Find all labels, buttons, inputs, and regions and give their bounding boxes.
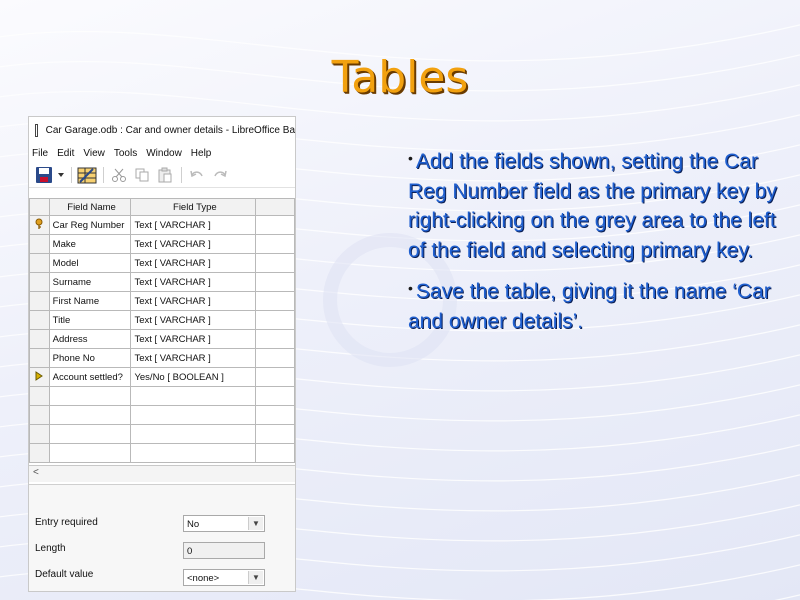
libreoffice-window [29, 117, 295, 591]
table-row[interactable] [30, 311, 295, 330]
row-selector[interactable] [30, 406, 50, 425]
horizontal-scrollbar[interactable] [29, 465, 295, 482]
menu-bar [29, 143, 295, 163]
field-name-cell[interactable] [49, 444, 131, 463]
row-selector[interactable] [30, 349, 50, 368]
field-type-cell[interactable] [131, 406, 256, 425]
table-design-icon [77, 166, 97, 184]
description-cell[interactable] [256, 425, 295, 444]
redo-button[interactable] [209, 165, 231, 185]
field-name-cell[interactable] [49, 406, 131, 425]
description-cell[interactable] [256, 292, 295, 311]
field-type-cell[interactable]: Text [ VARCHAR ] [131, 254, 256, 273]
field-type-cell[interactable]: Text [ VARCHAR ] [131, 330, 256, 349]
field-name-cell[interactable]: Car Reg Number [49, 216, 131, 235]
chevron-down-icon[interactable]: ▼ [248, 571, 263, 584]
document-icon [35, 124, 38, 137]
length-label: Length [35, 543, 66, 554]
row-selector[interactable] [30, 311, 50, 330]
row-header-corner [30, 199, 50, 216]
table-row[interactable] [30, 444, 295, 463]
field-name-cell[interactable]: Model [49, 254, 131, 273]
bullet-text: Save the table, giving it the name ‘Car and owner details’. [408, 280, 771, 333]
description-cell[interactable] [256, 235, 295, 254]
field-type-cell[interactable] [131, 444, 256, 463]
field-type-cell[interactable] [131, 425, 256, 444]
table-row[interactable] [30, 368, 295, 387]
description-cell[interactable] [256, 254, 295, 273]
primary-key-icon [34, 218, 44, 230]
bullet-item [408, 144, 778, 265]
field-type-cell[interactable]: Text [ VARCHAR ] [131, 292, 256, 311]
grid-body [30, 216, 295, 463]
description-cell[interactable] [256, 387, 295, 406]
copy-button[interactable] [131, 165, 153, 185]
default-value-value: <none> [187, 573, 220, 584]
row-selector[interactable] [30, 330, 50, 349]
bullet-list [408, 144, 778, 345]
row-selector[interactable] [30, 254, 50, 273]
redo-icon [212, 167, 228, 183]
default-value-select[interactable] [183, 569, 265, 586]
row-selector[interactable] [30, 444, 50, 463]
field-type-cell[interactable]: Yes/No [ BOOLEAN ] [131, 368, 256, 387]
paste-button[interactable] [154, 165, 176, 185]
field-name-cell[interactable]: Address [49, 330, 131, 349]
menu-window[interactable]: Window [146, 147, 182, 159]
table-row[interactable] [30, 425, 295, 444]
table-row[interactable] [30, 216, 295, 235]
window-titlebar[interactable] [29, 117, 295, 143]
row-selector[interactable] [30, 387, 50, 406]
length-value: 0 [187, 546, 193, 557]
row-selector[interactable] [30, 216, 50, 235]
row-selector[interactable] [30, 292, 50, 311]
description-cell[interactable] [256, 349, 295, 368]
default-value-label: Default value [35, 569, 94, 580]
field-name-cell[interactable] [49, 425, 131, 444]
menu-help[interactable]: Help [190, 147, 212, 159]
field-type-cell[interactable] [131, 387, 256, 406]
field-name-cell[interactable]: First Name [49, 292, 131, 311]
toolbar [29, 163, 295, 188]
field-type-cell[interactable]: Text [ VARCHAR ] [131, 349, 256, 368]
grid-header-row [30, 199, 295, 216]
field-properties-panel [29, 484, 295, 591]
save-button[interactable] [33, 165, 55, 185]
description-cell[interactable] [256, 273, 295, 292]
description-cell[interactable] [256, 311, 295, 330]
entry-required-select[interactable] [183, 515, 265, 532]
field-type-cell[interactable]: Text [ VARCHAR ] [131, 235, 256, 254]
row-selector[interactable] [30, 235, 50, 254]
toolbar-separator [103, 167, 104, 183]
undo-button[interactable] [186, 165, 208, 185]
window-title: Car Garage.odb : Car and owner details - LibreOffice Ba [45, 124, 295, 136]
description-cell[interactable] [256, 330, 295, 349]
cut-button[interactable] [108, 165, 130, 185]
save-icon [35, 166, 53, 184]
dropdown-arrow-icon [57, 171, 65, 179]
row-selector[interactable] [30, 273, 50, 292]
field-name-cell[interactable] [49, 387, 131, 406]
menu-file[interactable]: File [32, 147, 49, 159]
field-name-cell[interactable]: Make [49, 235, 131, 254]
field-name-cell[interactable]: Title [49, 311, 131, 330]
table-design-button[interactable] [76, 165, 98, 185]
description-cell[interactable] [256, 444, 295, 463]
copy-icon [134, 167, 150, 183]
description-cell[interactable] [256, 368, 295, 387]
length-field[interactable] [183, 542, 265, 559]
table-row[interactable] [30, 254, 295, 273]
bullet-item [408, 274, 778, 336]
field-name-cell[interactable]: Account settled? [49, 368, 131, 387]
field-type-cell[interactable]: Text [ VARCHAR ] [131, 311, 256, 330]
field-name-cell[interactable]: Surname [49, 273, 131, 292]
bullet-text: Add the fields shown, setting the Car Reg Number field as the primary key by right-clicking on the grey area to the left of the field and selecting primary key. [408, 150, 777, 262]
table-row[interactable] [30, 330, 295, 349]
column-header-description[interactable] [256, 199, 295, 216]
row-selector[interactable] [30, 368, 50, 387]
description-cell[interactable] [256, 406, 295, 425]
row-selector[interactable] [30, 425, 50, 444]
table-row[interactable] [30, 273, 295, 292]
entry-required-value: No [187, 519, 200, 530]
cut-icon [111, 167, 127, 183]
column-header-field-type[interactable]: Field Type [131, 199, 256, 216]
toolbar-separator [181, 167, 182, 183]
menu-view[interactable]: View [83, 147, 105, 159]
menu-edit[interactable]: Edit [57, 147, 75, 159]
chevron-down-icon[interactable]: ▼ [248, 517, 263, 530]
table-design-grid [29, 198, 295, 463]
toolbar-separator [71, 167, 72, 183]
table-row[interactable] [30, 406, 295, 425]
bullet-dot-icon: • [408, 280, 413, 296]
menu-tools[interactable]: Tools [113, 147, 138, 159]
scroll-left-icon[interactable]: < [33, 467, 39, 478]
field-type-cell[interactable]: Text [ VARCHAR ] [131, 273, 256, 292]
field-name-cell[interactable]: Phone No [49, 349, 131, 368]
table-row[interactable] [30, 292, 295, 311]
undo-icon [189, 167, 205, 183]
bullet-dot-icon: • [408, 150, 413, 166]
column-header-field-name[interactable]: Field Name [49, 199, 131, 216]
field-type-cell[interactable]: Text [ VARCHAR ] [131, 216, 256, 235]
description-cell[interactable] [256, 216, 295, 235]
slide-title: Tables [331, 52, 469, 103]
table-row[interactable] [30, 349, 295, 368]
entry-required-label: Entry required [35, 517, 98, 528]
paste-icon [157, 167, 173, 183]
current-row-arrow-icon [34, 371, 44, 381]
save-dropdown-button[interactable] [56, 165, 66, 185]
table-row[interactable] [30, 387, 295, 406]
table-row[interactable] [30, 235, 295, 254]
